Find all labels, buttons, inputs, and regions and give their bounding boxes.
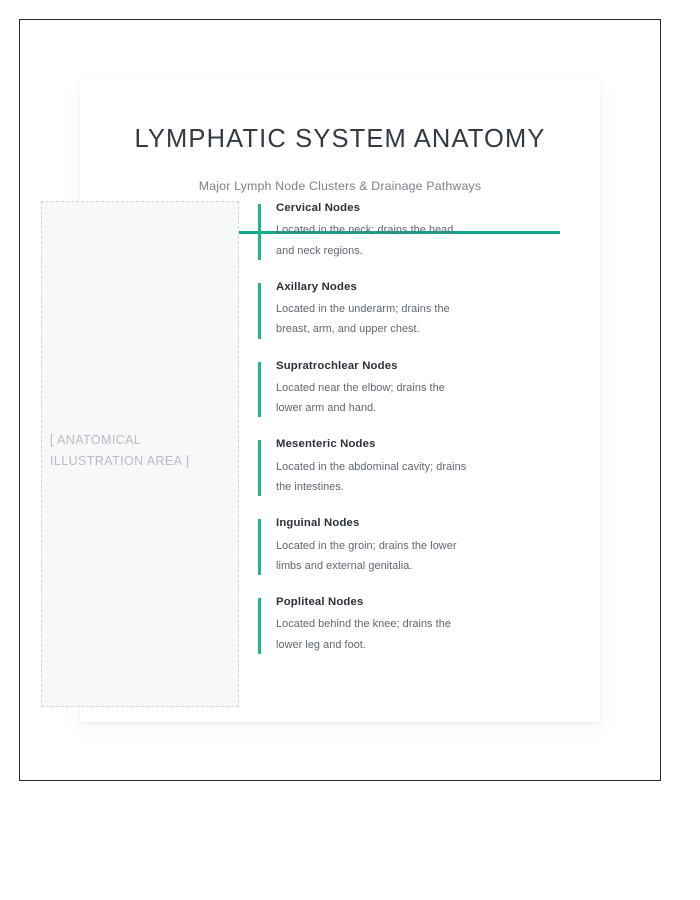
node-name: Popliteal Nodes: [276, 596, 364, 609]
list-item: [258, 595, 473, 655]
list-item: [258, 201, 473, 261]
card-header: [80, 80, 600, 193]
list-item: [258, 280, 473, 340]
page-title: LYMPHATIC SYSTEM ANATOMY: [134, 125, 546, 153]
illustration-placeholder-label: [ ANATOMICAL ILLUSTRATION AREA ]: [50, 433, 190, 468]
list-item: [258, 516, 473, 576]
accent-bar-icon: [258, 440, 261, 496]
list-item: [258, 437, 473, 497]
illustration-placeholder: [41, 201, 239, 707]
list-item: [258, 359, 473, 419]
node-name: Axillary Nodes: [276, 280, 358, 293]
accent-bar-icon: [258, 519, 261, 575]
node-description: Located behind the knee; drains the lower leg and foot.: [276, 618, 451, 651]
accent-bar-icon: [258, 362, 261, 418]
page-subtitle: Major Lymph Node Clusters & Drainage Pathways: [198, 179, 482, 194]
node-name: Mesenteric Nodes: [276, 438, 376, 451]
node-description: Located in the underarm; drains the breast, arm, and upper chest.: [276, 303, 450, 336]
lymph-node-list: [258, 201, 473, 655]
accent-bar-icon: [258, 204, 261, 260]
node-name: Supratrochlear Nodes: [276, 359, 398, 372]
accent-bar-icon: [258, 283, 261, 339]
node-description: Located near the elbow; drains the lower arm and hand.: [276, 381, 445, 415]
node-name: Cervical Nodes: [276, 202, 361, 214]
node-description: Located in the neck; drains the head and neck regions.: [276, 224, 454, 257]
node-description: Located in the abdominal cavity; drains the intestines.: [276, 460, 467, 493]
node-description: Located in the groin; drains the lower limbs and external genitalia.: [276, 539, 457, 572]
accent-bar-icon: [258, 598, 261, 654]
node-name: Inguinal Nodes: [276, 517, 360, 530]
